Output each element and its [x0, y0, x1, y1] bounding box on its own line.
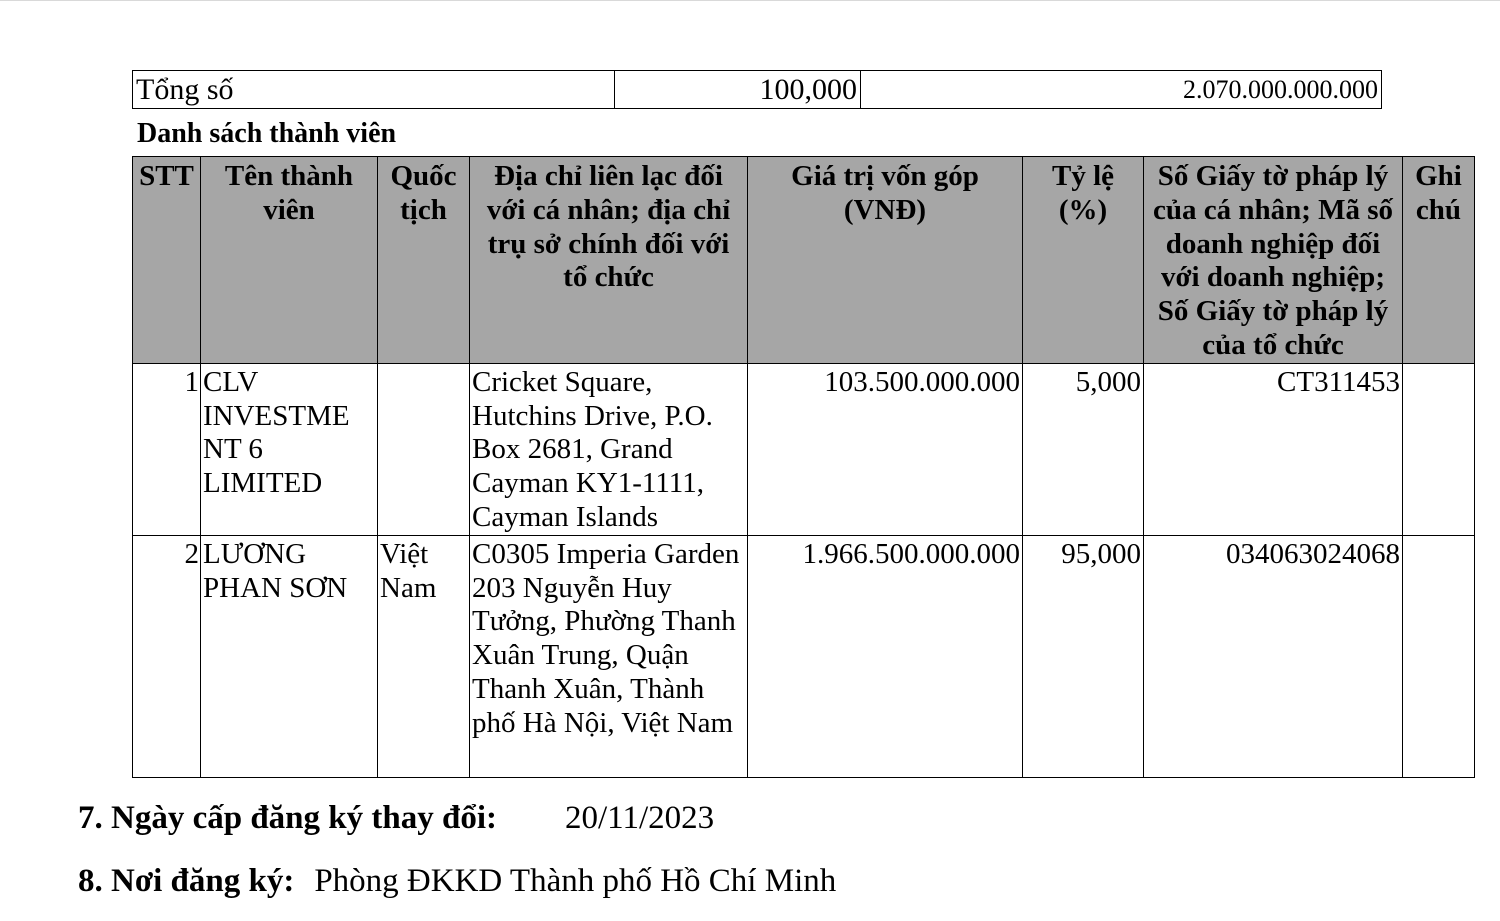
- cell-stt: 1: [133, 363, 201, 535]
- col-header-name: Tên thành viên: [201, 157, 378, 364]
- registration-place-label: 8. Nơi đăng ký:: [78, 863, 295, 899]
- cell-nationality: Việt Nam: [378, 535, 470, 777]
- cell-name: CLV INVESTME NT 6 LIMITED: [201, 363, 378, 535]
- change-date-field: [78, 798, 715, 838]
- total-label: Tổng số: [133, 71, 615, 109]
- members-caption: Danh sách thành viên: [137, 118, 397, 149]
- cell-ratio: 5,000: [1023, 363, 1144, 535]
- cell-name: LƯƠNG PHAN SƠN: [201, 535, 378, 777]
- total-amount: 2.070.000.000.000: [861, 71, 1382, 109]
- cell-ratio: 95,000: [1023, 535, 1144, 777]
- col-header-note: Ghi chú: [1403, 157, 1475, 364]
- cell-address: Cricket Square, Hutchins Drive, P.O. Box 2681, Grand Cayman KY1-1111, Cayman Islands: [470, 363, 748, 535]
- table-row: [133, 363, 1475, 535]
- cell-note: [1403, 363, 1475, 535]
- col-header-legal-id: Số Giấy tờ pháp lý của cá nhân; Mã số doanh nghiệp đối với doanh nghiệp; Số Giấy tờ pháp lý của tổ chức: [1144, 157, 1403, 364]
- page-top-border: [0, 0, 1500, 1]
- col-header-capital: Giá trị vốn góp (VNĐ): [748, 157, 1023, 364]
- cell-note: [1403, 535, 1475, 777]
- cell-stt: 2: [133, 535, 201, 777]
- cell-capital: 1.966.500.000.000: [748, 535, 1023, 777]
- cell-legal-id: CT311453: [1144, 363, 1403, 535]
- registration-place-value: Phòng ĐKKD Thành phố Hồ Chí Minh: [314, 863, 837, 899]
- change-date-value: 20/11/2023: [565, 800, 715, 836]
- col-header-nationality: Quốc tịch: [378, 157, 470, 364]
- registration-place-field: [78, 861, 836, 901]
- col-header-stt: STT: [133, 157, 201, 364]
- col-header-ratio: Tỷ lệ (%): [1023, 157, 1144, 364]
- cell-address: C0305 Imperia Garden 203 Nguyễn Huy Tưởng, Phường Thanh Xuân Trung, Quận Thanh Xuân, Thành phố Hà Nội, Việt Nam: [470, 535, 748, 777]
- table-row: [133, 535, 1475, 777]
- members-table: [132, 156, 1475, 778]
- total-table: [132, 70, 1382, 109]
- members-header-row: [133, 157, 1475, 364]
- cell-legal-id: 034063024068: [1144, 535, 1403, 777]
- col-header-address: Địa chỉ liên lạc đối với cá nhân; địa chỉ trụ sở chính đối với tổ chức: [470, 157, 748, 364]
- change-date-label: 7. Ngày cấp đăng ký thay đổi:: [78, 800, 497, 836]
- total-quantity: 100,000: [615, 71, 861, 109]
- total-row: [133, 71, 1382, 109]
- cell-nationality: [378, 363, 470, 535]
- cell-capital: 103.500.000.000: [748, 363, 1023, 535]
